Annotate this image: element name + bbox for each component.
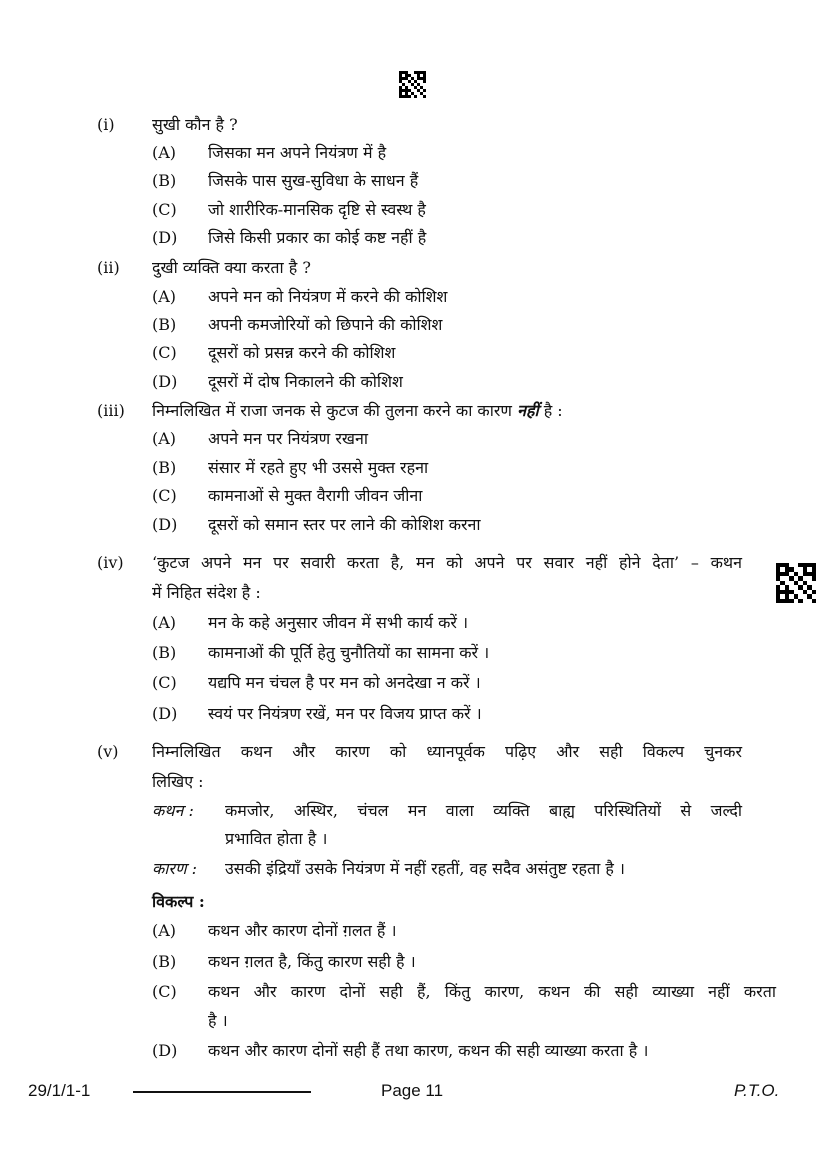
paper-code: 29/1/1-1: [28, 1081, 91, 1100]
option-text: दूसरों को प्रसन्न करने की कोशिश: [208, 343, 396, 362]
question-text-part: निम्नलिखित में राजा जनक से कुटज की तुलना करने का कारण: [152, 401, 512, 420]
question-text: ‘कुटज अपने मन पर सवारी करता है, मन को अपने पर सवार नहीं होने देता’ – कथन: [152, 553, 742, 572]
option-text: अपने मन पर नियंत्रण रखना: [208, 429, 368, 448]
option-text: दूसरों में दोष निकालने की कोशिश: [208, 372, 403, 391]
question-text: निम्नलिखित कथन और कारण को ध्यानपूर्वक पढ़िए और सही विकल्प चुनकर: [152, 742, 742, 761]
option-text: कामनाओं की पूर्ति हेतु चुनौतियों का सामना करें ।: [208, 643, 490, 662]
option-label: (D): [152, 1041, 178, 1060]
option-label: (A): [152, 429, 177, 448]
option-text: है ।: [208, 1011, 228, 1030]
option-text: कथन और कारण दोनों सही हैं तथा कारण, कथन की सही व्याख्या करता है ।: [208, 1041, 649, 1060]
option-text: जिसे किसी प्रकार का कोई कष्ट नहीं है: [208, 228, 427, 247]
option-label: (C): [152, 982, 177, 1001]
option-label: (B): [152, 315, 177, 334]
option-text: कथन और कारण दोनों सही हैं, किंतु कारण, कथन की सही व्याख्या नहीं करता: [208, 982, 776, 1001]
question-number: (i): [97, 115, 115, 134]
reason-label: कारण :: [152, 859, 198, 878]
option-label: (D): [152, 372, 178, 391]
option-text: यद्यपि मन चंचल है पर मन को अनदेखा न करें ।: [208, 673, 481, 692]
option-text: कामनाओं से मुक्त वैरागी जीवन जीना: [208, 486, 423, 505]
assertion-label: कथन :: [152, 801, 194, 820]
footer-rule: [133, 1091, 311, 1093]
option-label: (B): [152, 643, 177, 662]
option-text: जो शारीरिक-मानसिक दृष्टि से स्वस्थ है: [208, 200, 426, 219]
please-turn-over: P.T.O.: [734, 1081, 780, 1100]
question-text: [152, 400, 563, 422]
option-text: स्वयं पर नियंत्रण रखें, मन पर विजय प्राप्त करें ।: [208, 704, 482, 723]
option-label: (D): [152, 228, 178, 247]
options-heading: विकल्प :: [152, 892, 205, 911]
question-text-part: है :: [543, 401, 563, 420]
option-label: (D): [152, 704, 178, 723]
option-text: संसार में रहते हुए भी उससे मुक्त रहना: [208, 458, 429, 477]
assertion-text: कमजोर, अस्थिर, चंचल मन वाला व्यक्ति बाह्य परिस्थितियों से जल्दी: [225, 801, 742, 820]
option-label: (C): [152, 673, 177, 692]
qr-code-side: [776, 563, 816, 603]
qr-code-top: [399, 71, 426, 98]
question-number: (iv): [97, 553, 124, 572]
option-text: कथन ग़लत है, किंतु कारण सही है ।: [208, 952, 416, 971]
option-label: (B): [152, 458, 177, 477]
option-label: (B): [152, 952, 177, 971]
option-text: दूसरों को समान स्तर पर लाने की कोशिश करना: [208, 515, 481, 534]
option-text: अपनी कमजोरियों को छिपाने की कोशिश: [208, 315, 443, 334]
option-text: कथन और कारण दोनों ग़लत हैं ।: [208, 921, 397, 940]
question-number: (iii): [97, 401, 125, 420]
question-text: सुखी कौन है ?: [152, 115, 238, 134]
option-text: मन के कहे अनुसार जीवन में सभी कार्य करें ।: [208, 613, 469, 632]
reason-text: उसकी इंद्रियाँ उसके नियंत्रण में नहीं रहतीं, वह सदैव असंतुष्ट रहता है ।: [225, 859, 625, 878]
question-number: (ii): [97, 258, 120, 277]
question-number: (v): [97, 742, 119, 761]
option-text: जिसके पास सुख-सुविधा के साधन हैं: [208, 171, 419, 190]
option-label: (A): [152, 613, 177, 632]
option-label: (A): [152, 921, 177, 940]
option-label: (A): [152, 287, 177, 306]
question-text: दुखी व्यक्ति क्या करता है ?: [152, 258, 311, 277]
question-text: में निहित संदेश है :: [152, 583, 261, 602]
page-number: Page 11: [381, 1081, 444, 1100]
option-label: (C): [152, 343, 177, 362]
option-label: (C): [152, 200, 177, 219]
option-label: (B): [152, 171, 177, 190]
question-text: लिखिए :: [152, 772, 204, 791]
option-text: जिसका मन अपने नियंत्रण में है: [208, 143, 387, 162]
option-label: (C): [152, 486, 177, 505]
emphasis-word: नहीं: [517, 401, 539, 420]
option-text: अपने मन को नियंत्रण में करने की कोशिश: [208, 287, 448, 306]
assertion-text: प्रभावित होता है ।: [225, 829, 328, 848]
option-label: (D): [152, 515, 178, 534]
option-label: (A): [152, 143, 177, 162]
